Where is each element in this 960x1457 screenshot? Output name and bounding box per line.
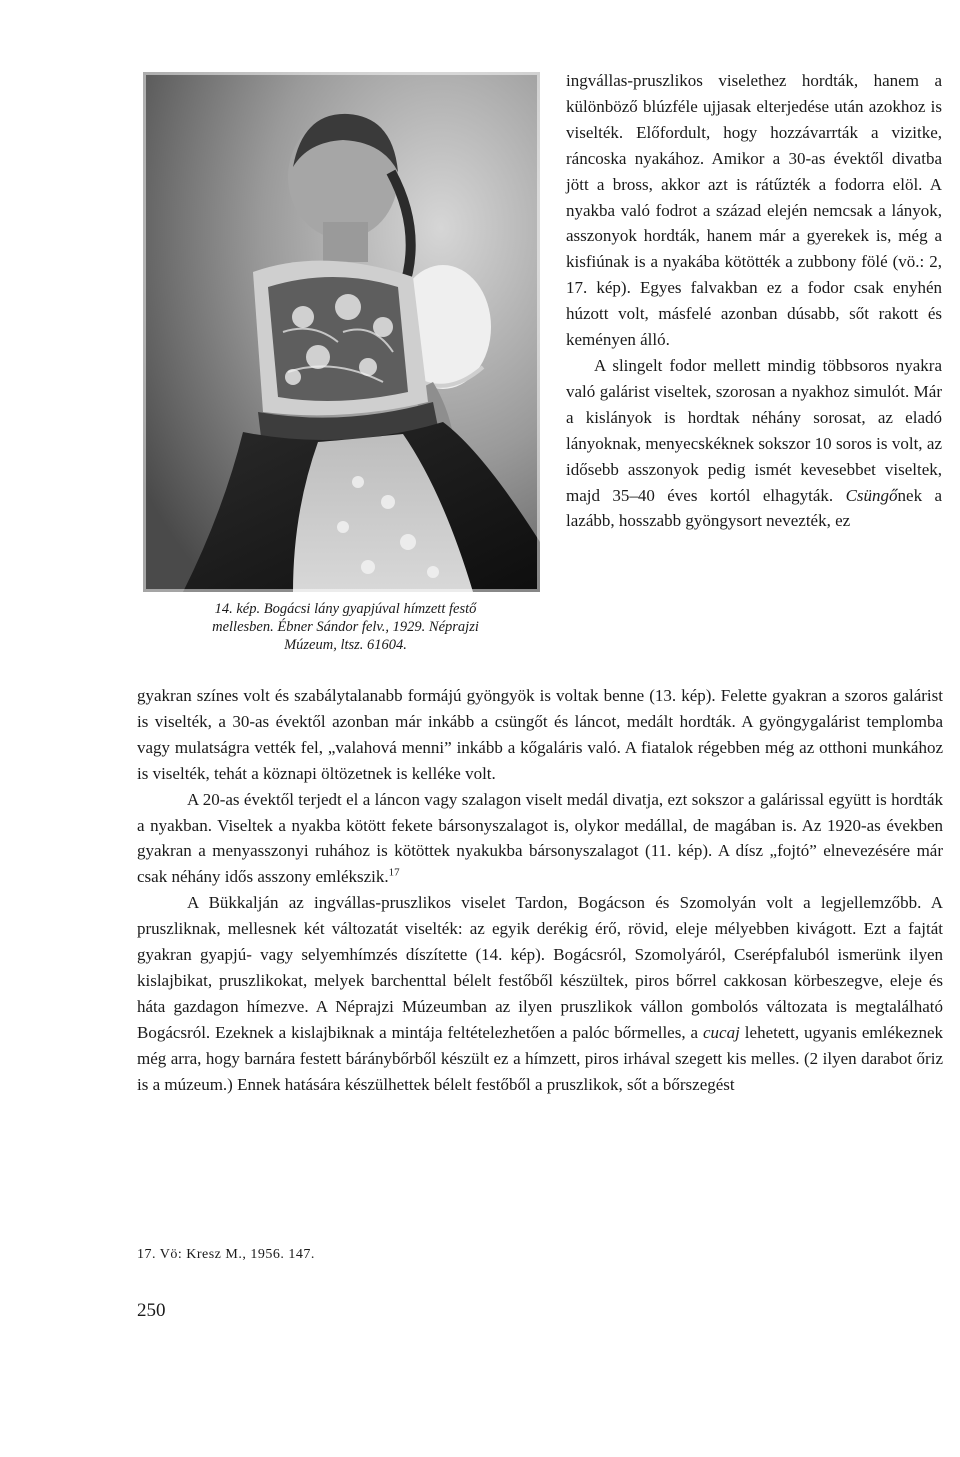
footnote-marker[interactable]: 17 [388,866,400,879]
caption-line: Múzeum, ltsz. 61604. [284,637,407,653]
footnote: 17. Vö: Kresz M., 1956. 147. [137,1247,315,1262]
page-number: 250 [137,1300,166,1321]
italic-term: Csüngő [845,485,898,505]
paragraph: ingvállas-pruszlikos viselethez hordták, hanem a különböző blúzféle ujjasak elterjedése után azokhoz is viselték. Előfordult, hogy hozzávarrták a vizitke, ráncoska nyakához. Amikor a 30-as évektől divatba jött a bross, akkor azt is rátűzték a fodorra elöl. A nyakba való fodrot a század elején nemcsak a lányok, asszonyok hordták, hanem már a gyerekek is, még a kisfiúnak is a nyakába kötötték a zubbony fölé (vö.: 2, 17. kép). Egyes falvakban ez a fodor csak enyhén húzott volt, másfelé azonban dúsabb, sőt rakott és keményen álló. [566,71,942,350]
full-width-text [137,683,943,1098]
paragraph [137,890,943,1097]
portrait-photo [143,72,540,592]
paragraph-text: A slingelt fodor mellett mindig többsoros nyakra való galárist viseltek, szorosan a nyakhoz simulót. Már a kislányok is hordtak néhány sorosat, az eladó lányoknak, menyecskéknek sokszor 10 soros is volt, az idősebb asszonyok pedig ismét kevesebbet viseltek, majd 35–40 éves kortól elhagyták. [566,355,942,505]
paragraph-text: A Bükkalján az ingvállas-pruszlikos viselet Tardon, Bogácson és Szomolyán volt a legjellemzőbb. A pruszliknak, mellesnek két változatát viselték: az egyik derékig érő, rövid, eleje mélyebben kivágott. Ezt a fajtát gyakran gyapjú- vagy selyemhímzés díszítette (14. kép). Bogácsról, Szomolyáról, Cserépfaluból ismerünk ilyen kislajbikat, pruszlikokat, melyek barchenttal bélelt festőből készültek, piros bőrrel cakkosan körbeszegve, eleje és háta gazdagon hímezve. A Néprajzi Múzeumban az ilyen pruszlikok vállon gombolós változata is megtalálható Bogácsról. Ezeknek a kislajbiknak a mintája feltételezhetően a palóc bőrmelles, a [137,893,943,1042]
paragraph: gyakran színes volt és szabálytalanabb formájú gyöngyök is voltak benne (13. kép). Felette gyakran a szoros galárist is viselték, a 30-as évektől azonban már inkább a csüngőt és láncot, medált hordták. A gyöngygalárist templomba vagy mulatságra vették fel, „valahová menni” inkább a kőgaláris való. A fiatalok régebben még az otthoni munkához is viselték, tehát a köznapi öltözetnek is kelléke volt. [137,686,943,783]
italic-term: cucaj [703,1022,740,1042]
caption-line: mellesben. Ébner Sándor felv., 1929. Néprajzi [212,619,479,635]
paragraph-text: lehetett, ugyanis emlékeznek még arra, hogy barnára festett báránybőrből készült ez a hímzett, piros irhával szegett kis melles. (2 ilyen darabot őriz is a múzeum.) Ennek hatására készülhettek bélelt festőből a pruszlikok, sőt a bőrszegést [137,1022,944,1094]
paragraph [566,353,942,534]
paragraph-text: A 20-as évektől terjedt el a láncon vagy szalagon viselt medál divatja, ezt sokszor a galárissal együtt is hordták a nyakban. Viseltek a nyakba kötött fekete bársonyszalagot is, olykor medállal, de magában is. Az 1920-as években gyakran a menyasszonyi ruhához is kötöttek nyakukba bársonyszalagot (11. kép). A dísz „fojtó” elnevezésére már csak néhány idős asszony emlékszik. [137,789,943,887]
paragraph [137,787,943,891]
photo-caption [138,600,553,654]
portrait-photo-image [143,72,540,592]
right-text-column [566,68,942,534]
caption-line: 14. kép. Bogácsi lány gyapjúval hímzett festő [214,601,477,617]
paragraph-text: nek a lazább, hosszabb gyöngysort nevezték, ez [566,485,943,531]
